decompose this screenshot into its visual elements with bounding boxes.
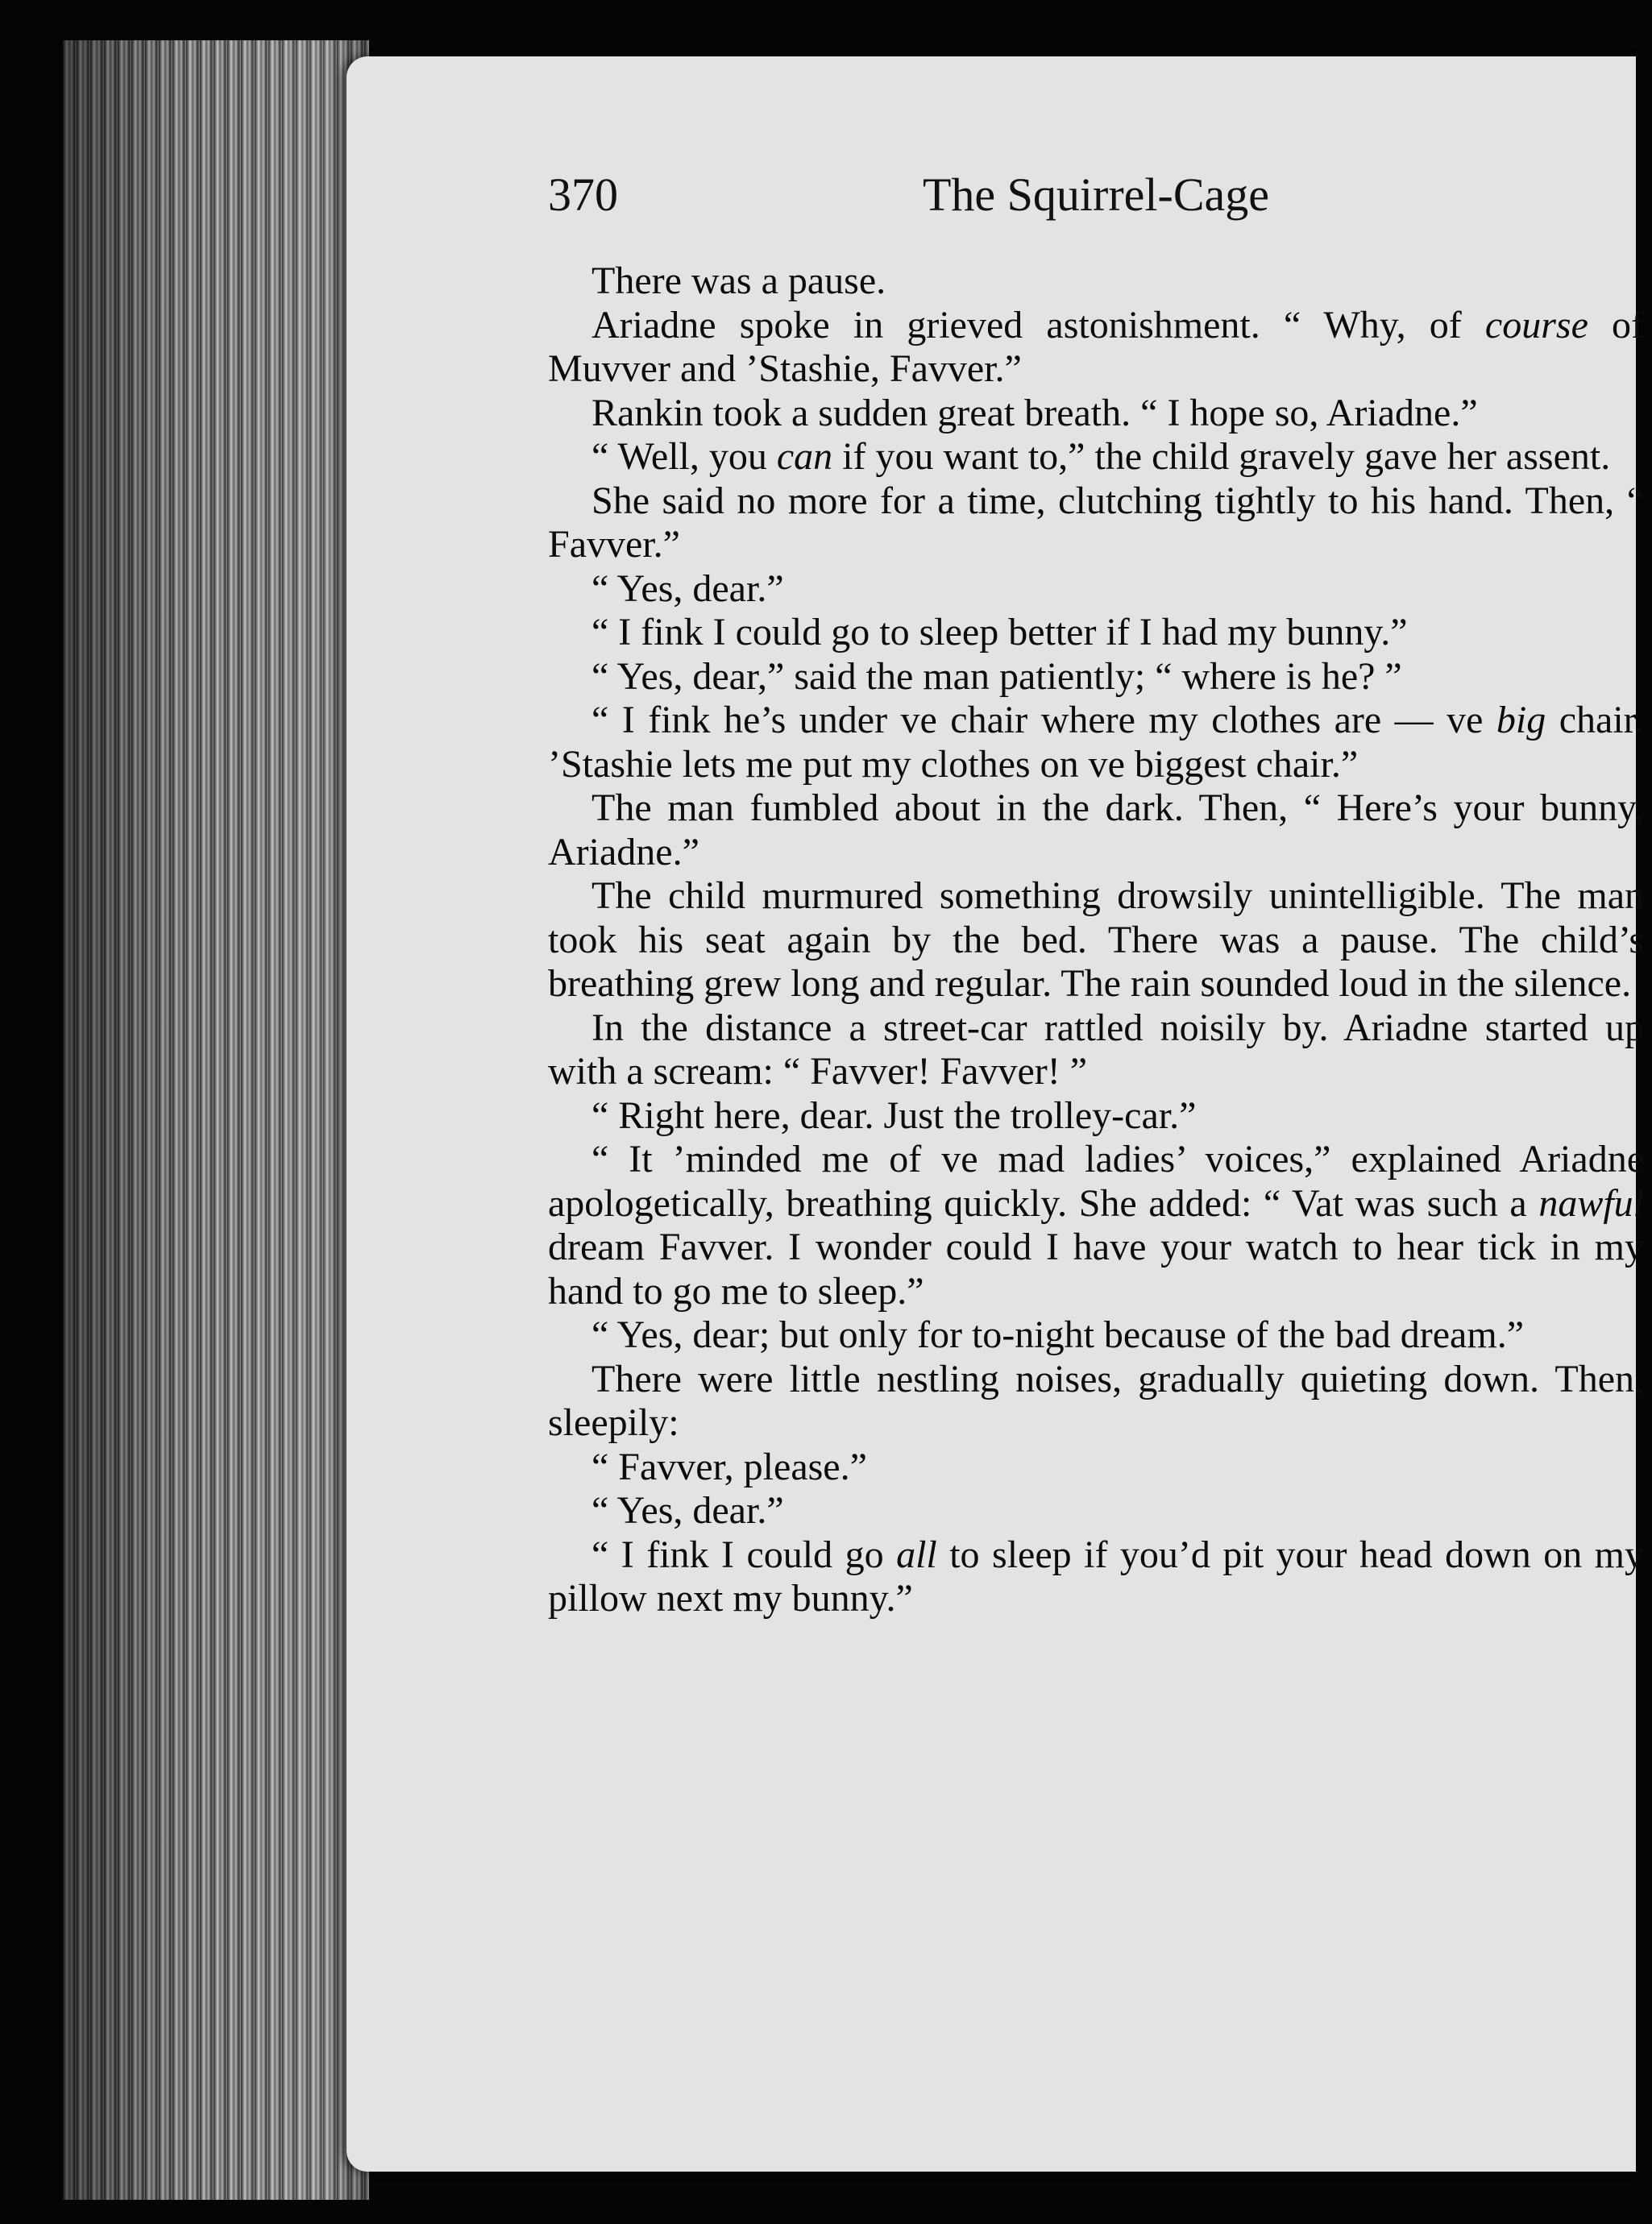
text-run: In the distance a street-car rattled noisily by. Ariadne started up with a scream: “ Favver! Favver! ” [548, 1006, 1644, 1093]
italic-run: course [1484, 303, 1588, 346]
text-run: The child murmured something drowsily unintelligible. The man took his seat again by the bed. There was a pause. The child’s breathing grew long and regular. The rain sounded loud in the silence. [548, 874, 1644, 1005]
paragraph [548, 611, 1644, 655]
paragraph [548, 304, 1644, 392]
page-edges [63, 40, 369, 2200]
text-run: “ Yes, dear.” [591, 566, 784, 610]
italic-run: nawful [1538, 1181, 1644, 1225]
text-run: if you want to,” the child gravely gave her assent. [832, 435, 1611, 478]
text-run: She said no more for a time, clutching tightly to his hand. Then, “ Favver.” [548, 479, 1644, 566]
paragraph [548, 259, 1644, 304]
paragraph [548, 786, 1644, 874]
page-number: 370 [548, 168, 618, 221]
paragraph [548, 1489, 1644, 1533]
text-run: Rankin took a sudden great breath. “ I hope so, Ariadne.” [591, 391, 1478, 434]
text-run: “ I fink I could go to sleep better if I had my bunny.” [591, 611, 1408, 654]
paragraph [548, 1446, 1644, 1490]
italic-run: can [776, 435, 833, 478]
paragraph [548, 479, 1644, 567]
text-run: “ Right here, dear. Just the trolley-car.” [591, 1093, 1197, 1137]
paragraph [548, 392, 1644, 436]
text-run: There was a pause. [591, 259, 886, 302]
text-run: “ I fink I could go [591, 1533, 897, 1576]
paragraph [548, 655, 1644, 699]
paragraph [548, 1006, 1644, 1094]
italic-run: big [1496, 699, 1546, 741]
page-header [548, 168, 1644, 240]
text-run: “ Yes, dear; but only for to-night because of the bad dream.” [591, 1313, 1524, 1356]
text-run: “ Yes, dear,” said the man patiently; “ where is he? ” [591, 654, 1402, 698]
paragraph [548, 1138, 1644, 1313]
text-run: “ It ’minded me of ve mad ladies’ voices,” explained Ariadne apologetically, breathing quickly. She added: “ Vat was such a [548, 1138, 1644, 1225]
paragraph [548, 874, 1644, 1006]
text-run: chair. ’Stashie lets me put my clothes on ve biggest chair.” [548, 699, 1645, 786]
paragraph [548, 435, 1644, 479]
book-page [347, 56, 1645, 2172]
text-run: “ Favver, please.” [591, 1445, 867, 1488]
running-title: The Squirrel-Cage [922, 168, 1269, 221]
text-run: “ Yes, dear.” [591, 1489, 784, 1532]
paragraph [548, 1313, 1644, 1358]
paragraph [548, 1358, 1644, 1446]
body-text [548, 259, 1644, 1621]
text-run: to sleep if you’d pit your head down on my pillow next my bunny.” [548, 1533, 1645, 1620]
paragraph [548, 1533, 1644, 1621]
paragraph [548, 567, 1644, 612]
text-run: “ I fink he’s under ve chair where my clothes are — ve [591, 699, 1496, 741]
paragraph [548, 1094, 1644, 1139]
text-run: of Muvver and ’Stashie, Favver.” [548, 303, 1645, 390]
text-run: dream Favver. I wonder could I have your watch to hear tick in my hand to go me to sleep.” [548, 1226, 1644, 1313]
italic-run: all [896, 1533, 937, 1576]
text-run: “ Well, you [591, 435, 777, 478]
text-run: There were little nestling noises, gradually quieting down. Then, sleepily: [548, 1357, 1644, 1444]
text-run: Ariadne spoke in grieved astonishment. “ Why, of [591, 303, 1485, 346]
paragraph [548, 699, 1644, 786]
text-run: The man fumbled about in the dark. Then, “ Here’s your bunny, Ariadne.” [548, 786, 1644, 873]
